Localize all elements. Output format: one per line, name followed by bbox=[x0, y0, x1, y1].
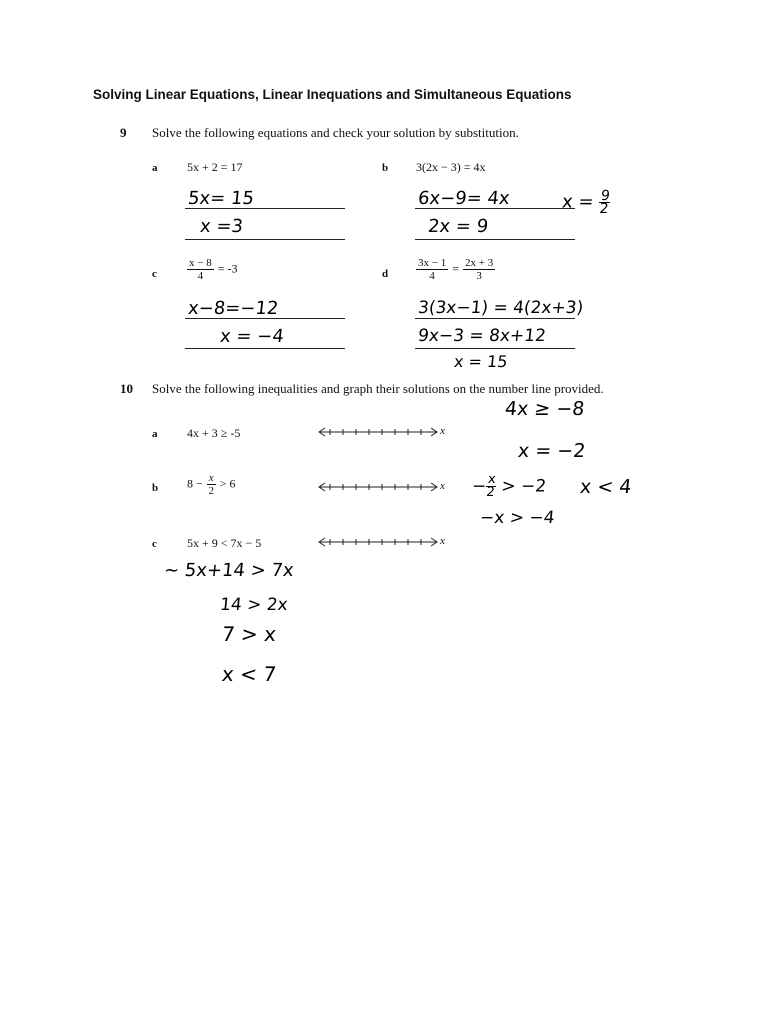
q9d-work-line-2: 9x−3 = 8x+12 bbox=[417, 326, 547, 346]
q10c-work-line-4: x < 7 bbox=[220, 662, 278, 686]
q10a-work-line-2: x = −2 bbox=[516, 440, 587, 462]
q10b-inequality bbox=[187, 472, 235, 497]
q10c-label: c bbox=[152, 538, 157, 550]
q10b-number-line[interactable] bbox=[318, 479, 440, 495]
q10b-fraction bbox=[207, 472, 216, 497]
q10c-number-line[interactable] bbox=[318, 534, 440, 550]
q10b-work-rest: > −2 bbox=[500, 476, 548, 497]
q10b-label: b bbox=[152, 482, 159, 494]
q9c-numerator: x − 8 bbox=[189, 257, 212, 269]
q10a-axis-variable: x bbox=[440, 425, 445, 437]
q9d-label: d bbox=[382, 268, 389, 280]
q9b-equation: 3(2x − 3) = 4x bbox=[416, 160, 486, 174]
q10a-label: a bbox=[152, 428, 158, 440]
question-10-instruction: Solve the following inequalities and graph their solutions on the number line provided. bbox=[152, 381, 604, 396]
q9a-answer-line-2 bbox=[185, 239, 345, 240]
q10b-denominator: 2 bbox=[208, 485, 214, 497]
q10b-prefix: 8 − bbox=[187, 476, 203, 491]
q10c-axis-variable: x bbox=[440, 535, 445, 547]
q10b-work-line-1: − $\frac{x}{2}$ > −2 bbox=[470, 472, 548, 500]
q9b-label: b bbox=[382, 162, 389, 174]
q10b-work-numerator: x bbox=[487, 472, 497, 487]
question-10-number: 10 bbox=[120, 381, 133, 396]
q9d-left-numerator: 3x − 1 bbox=[418, 257, 447, 269]
q10b-work-denominator: 2 bbox=[485, 485, 496, 500]
q9a-work-line-1: 5x= 15 bbox=[186, 188, 255, 209]
q10b-work-fraction bbox=[485, 474, 497, 499]
q10b-side-answer: x < 4 bbox=[578, 476, 633, 498]
q10a-work-line-1: 4x ≥ −8 bbox=[503, 398, 586, 420]
q9b-work-line-1: 6x−9= 4x bbox=[416, 188, 511, 209]
q9c-rhs: = -3 bbox=[217, 261, 238, 276]
q9a-equation: 5x + 2 = 17 bbox=[187, 160, 243, 174]
q9d-right-denominator: 3 bbox=[476, 270, 482, 282]
q9d-work-line-1: 3(3x−1) = 4(2x+3) bbox=[417, 298, 585, 318]
q9c-answer-line-2 bbox=[185, 348, 345, 349]
q9d-equation bbox=[415, 257, 496, 282]
q9d-answer-line-2 bbox=[415, 348, 575, 349]
q9b-side-lhs: x = bbox=[560, 191, 595, 213]
question-9-number: 9 bbox=[120, 125, 127, 140]
q10b-numerator: x bbox=[208, 472, 214, 484]
q10a-number-line[interactable] bbox=[318, 424, 440, 440]
q9c-work-line-1: x−8=−12 bbox=[186, 298, 280, 319]
q9b-side-num: 9 bbox=[600, 188, 611, 204]
q10b-work-line-2: −x > −4 bbox=[479, 508, 556, 528]
q9d-equals: = bbox=[452, 261, 459, 276]
q9c-equation bbox=[186, 257, 237, 282]
q9c-fraction bbox=[187, 257, 214, 282]
q10c-work-line-1-text: 5x+14 > 7x bbox=[183, 560, 295, 581]
q9b-side-fraction bbox=[598, 190, 612, 215]
q9d-work-line-3: x = 15 bbox=[453, 352, 509, 371]
q10c-work-line-3: 7 > x bbox=[220, 622, 278, 646]
q10a-inequality: 4x + 3 ≥ -5 bbox=[187, 426, 241, 440]
q9a-label: a bbox=[152, 162, 158, 174]
q10c-work-line-2: 14 > 2x bbox=[219, 595, 289, 615]
q9c-work-line-2: x = −4 bbox=[218, 326, 285, 347]
q9b-answer-line-2 bbox=[415, 239, 575, 240]
q10c-work-line-1: ∼ 5x+14 > 7x bbox=[162, 560, 295, 581]
q9b-side-den: 2 bbox=[598, 201, 610, 217]
q9d-answer-line-1 bbox=[415, 318, 575, 319]
q9b-work-line-2: 2x = 9 bbox=[426, 216, 490, 237]
worksheet-title: Solving Linear Equations, Linear Inequations and Simultaneous Equations bbox=[93, 87, 572, 102]
q10c-inequality: 5x + 9 < 7x − 5 bbox=[187, 536, 262, 550]
q9d-right-numerator: 2x + 3 bbox=[465, 257, 494, 269]
q9d-right-fraction bbox=[463, 257, 495, 282]
q9c-label: c bbox=[152, 268, 157, 280]
q9a-work-line-2: x =3 bbox=[198, 216, 245, 237]
q9d-left-fraction bbox=[416, 257, 448, 282]
q9b-answer-line-1 bbox=[415, 208, 575, 209]
q9a-answer-line-1 bbox=[185, 208, 345, 209]
q9c-answer-line-1 bbox=[185, 318, 345, 319]
question-9-instruction: Solve the following equations and check your solution by substitution. bbox=[152, 125, 519, 140]
q9c-denominator: 4 bbox=[197, 270, 204, 282]
q9b-side-answer bbox=[561, 190, 612, 215]
q9d-left-denominator: 4 bbox=[429, 270, 435, 282]
q10b-suffix: > 6 bbox=[219, 476, 236, 491]
q10b-axis-variable: x bbox=[440, 480, 445, 492]
